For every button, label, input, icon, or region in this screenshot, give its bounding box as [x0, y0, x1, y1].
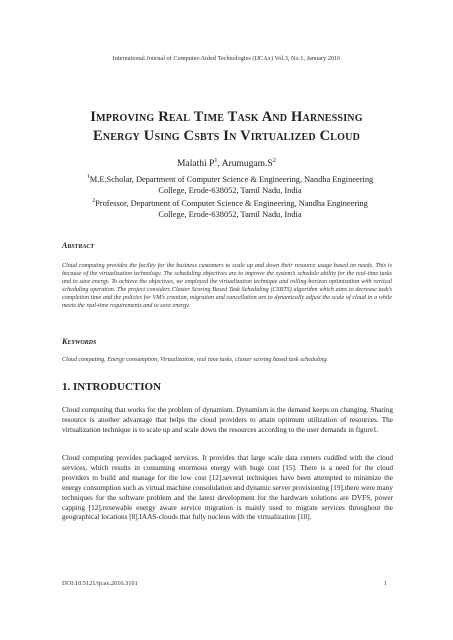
affiliation	[40, 196, 420, 220]
abstract-text: Cloud computing provides the facility for the business customers to scale up and down their resource usage based on needs. This is because of the virtualization technology. The scheduling objectives are to improve the system’s schedule ability for the real-time tasks and to save energy. To achieve the objectives, we employed the virtualization technique and rolling-horizon optimization with vertical scheduling operation. The project considers Cluster Scoring Based Task Scheduling (CSBTS) algorithm which aims to decrease task’s completion time and the policies for VM’s creation, migration and cancellation are to dynamically adjust the scale of cloud in a while meets the real-time requirements and to save energy.	[62, 263, 392, 310]
introduction-heading: 1. INTRODUCTION	[62, 381, 162, 393]
page-number: 1	[384, 580, 388, 587]
affiliation-text: Professor, Department of Computer Science & Engineering, Nandha Engineering	[95, 198, 368, 208]
affiliation-line: College, Erode-638052, Tamil Nadu, India	[158, 209, 302, 219]
author-affiliation-mark: 1	[214, 157, 218, 164]
affiliation-line	[40, 172, 420, 186]
affiliation-mark: 1	[86, 174, 90, 180]
author-name: Malathi P	[177, 159, 215, 170]
journal-header: International Journal of Computer-Aided Technologies (IJCAx) Vol.3, No.1, January 2016	[112, 55, 341, 62]
doi-footer: DOI:10.5121/ijcax.2016.3101	[62, 580, 138, 587]
affiliation	[40, 172, 420, 196]
affiliation-text: M.E.Scholar, Department of Computer Science & Engineering, Nandha Engineering	[89, 174, 374, 184]
author-separator: ,	[217, 159, 222, 170]
author-name: Arumugam.S	[221, 159, 273, 170]
paper-title	[40, 108, 413, 146]
title-line-2: Energy Using Csbts In Virtualized Cloud	[92, 128, 360, 144]
affiliation-mark: 2	[92, 198, 96, 204]
keywords-heading: Keywords	[62, 337, 97, 346]
affiliation-line: College, Erode-638052, Tamil Nadu, India	[158, 185, 302, 195]
title-line-1: Improving Real Time Task And Harnessing	[90, 109, 363, 125]
author-list	[0, 157, 453, 169]
keywords-text: Cloud computing, Energy consumption, Virtualization, real time tasks, cluster scoring based task scheduling.	[62, 357, 329, 363]
affiliation-line	[40, 196, 420, 210]
author-affiliation-mark: 2	[272, 157, 276, 164]
abstract-heading: Abstract	[62, 241, 95, 250]
introduction-paragraph-1: Cloud computing that works for the problem of dynamism. Dynamism is the demand keeps on changing. Sharing resource is another advantage that helps the cloud providers to attain optimum utilization of resources. The virtualization technique is to scale up and scale down the resources according to the user demands in figure1.	[62, 406, 393, 434]
introduction-paragraph-2: Cloud computing provides packaged services. It provides that large scale data centers cuddled with the cloud services, which results in consuming enormous energy with huge cost [15]. There is a need for the cloud providers to build and manage for the low cost [12].several techniques have been attempted to minimize the energy consumption such as virtual machine consolidation and dynamic server provisioning [19].there were many techniques for the software problem and the latest development for the hardware solutions are DVFS, power capping [12].renewable energy aware service migration is mainly used to migrate services throughout the geographical locations [8].IAAS-clouds that fully nucleus with the virtualization [10].	[62, 454, 393, 522]
